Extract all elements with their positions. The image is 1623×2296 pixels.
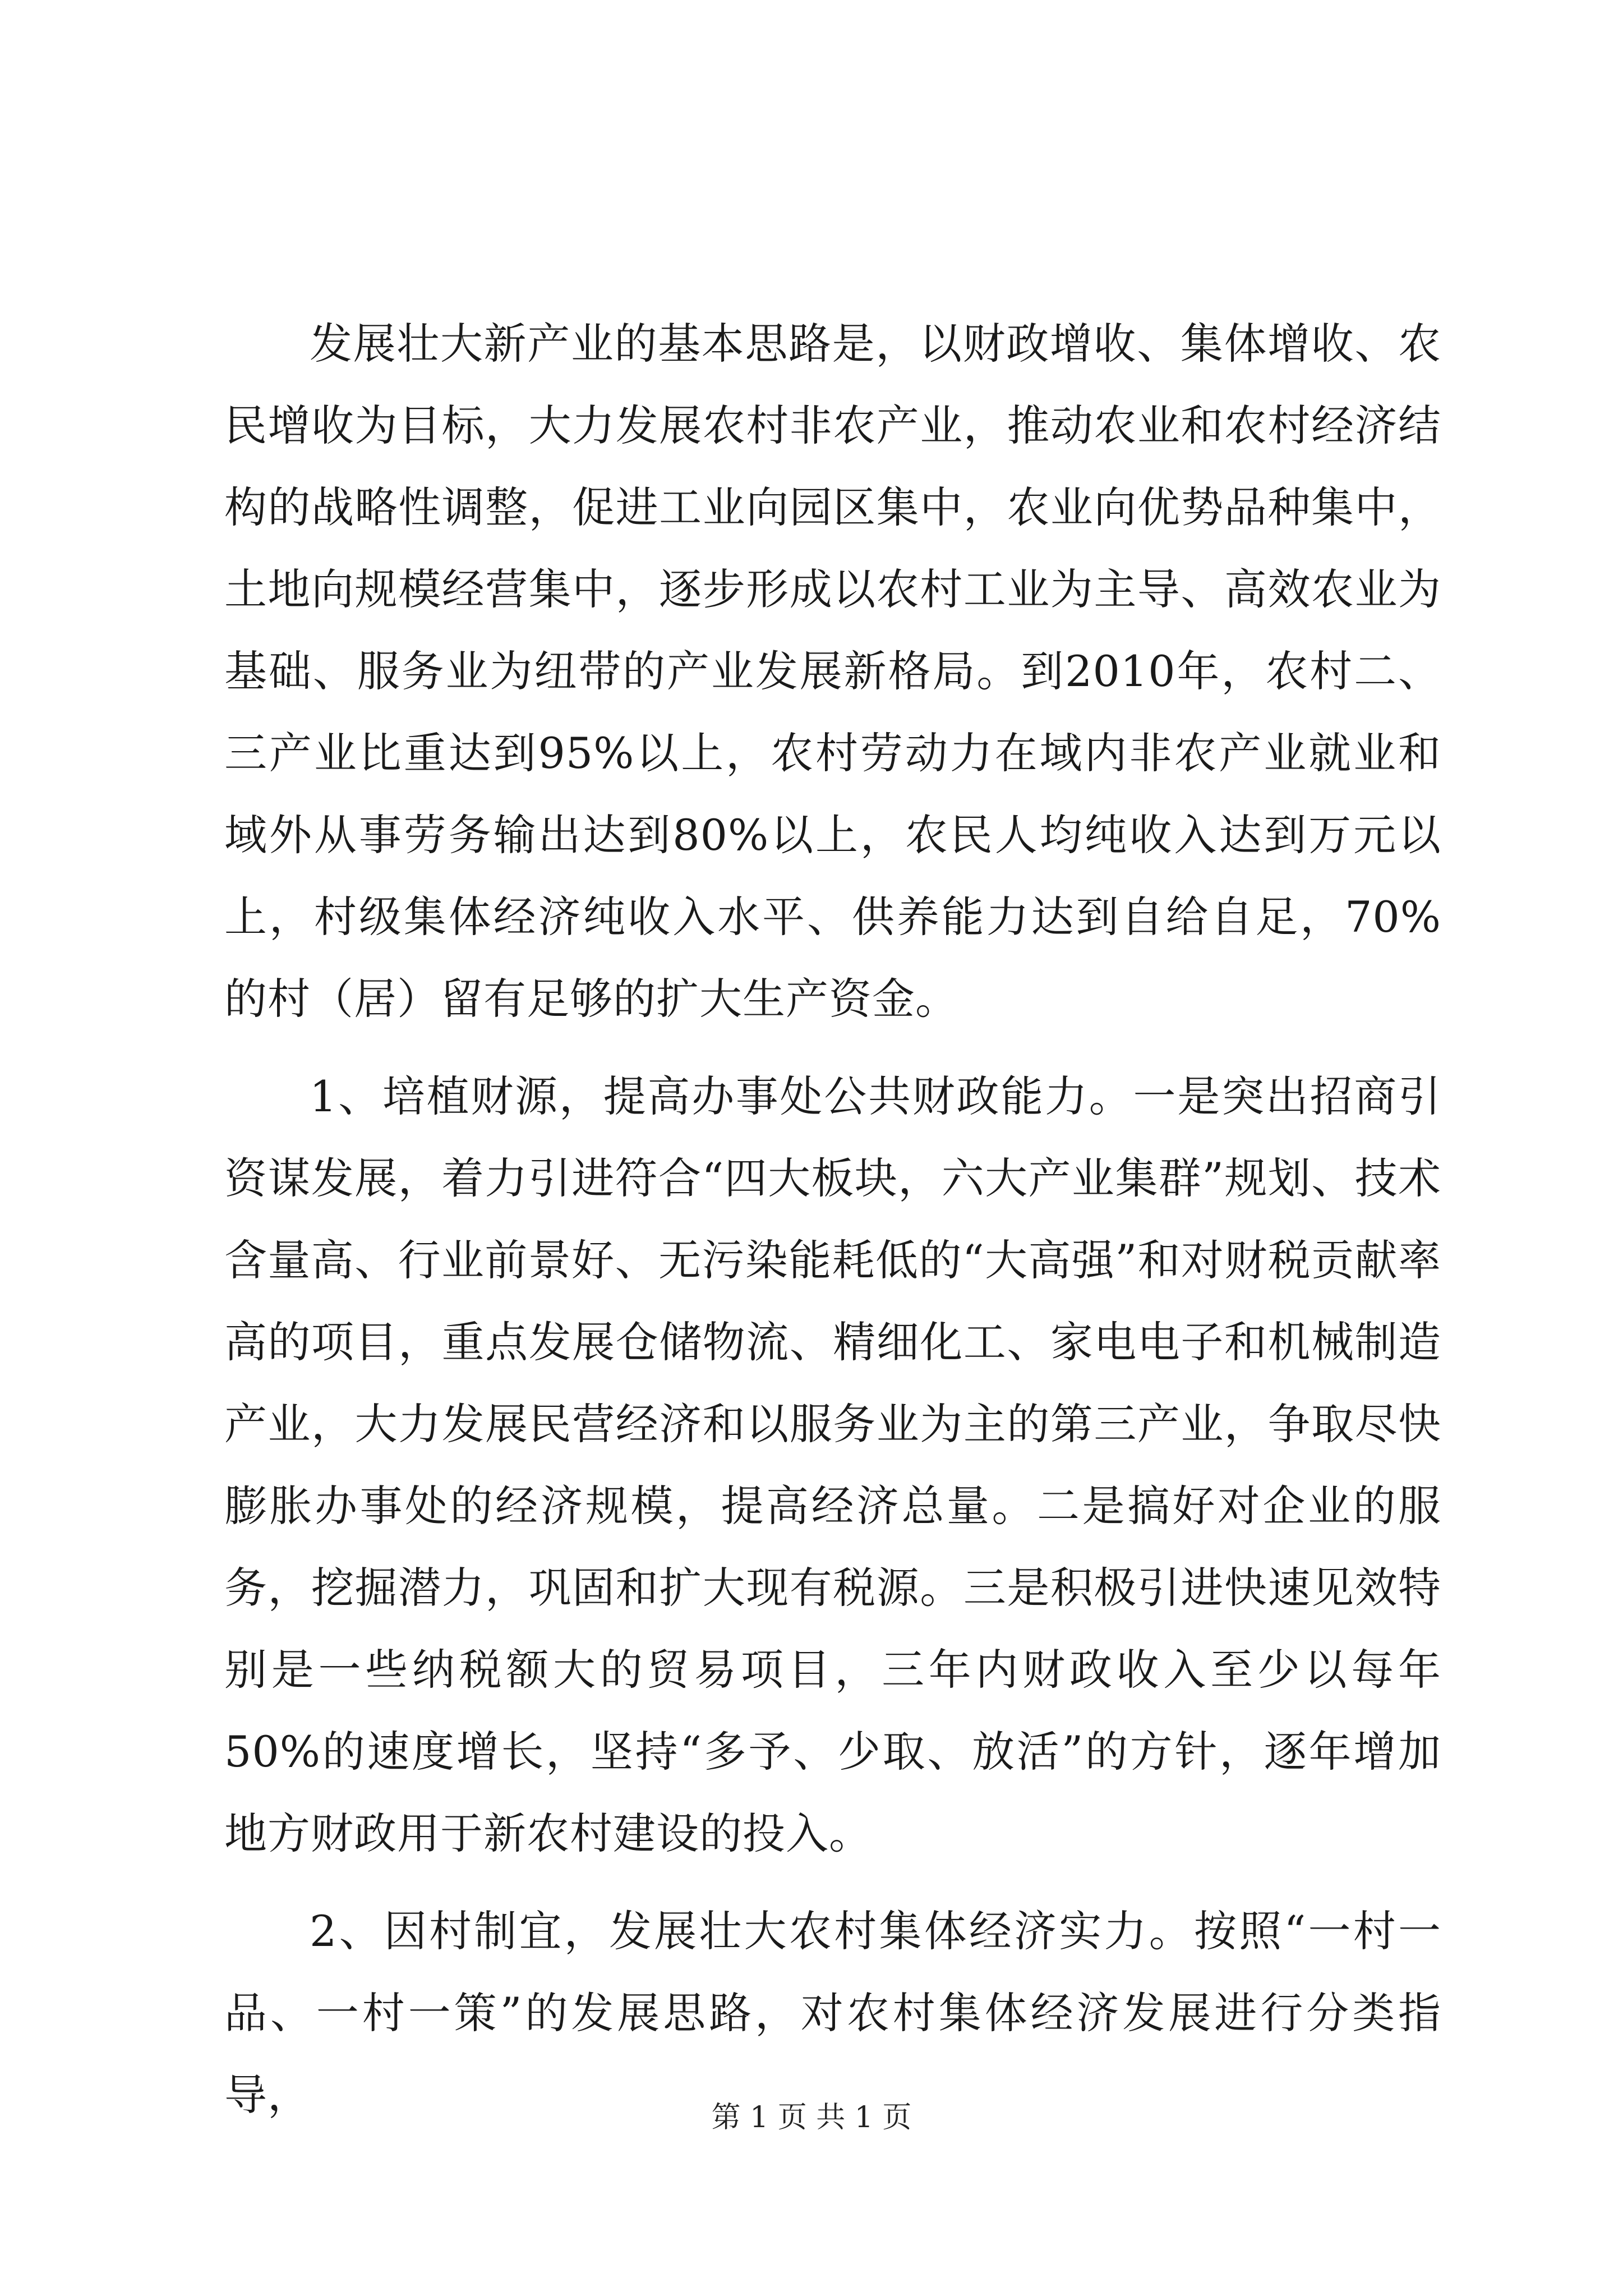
paragraph-collective-economy: 2、因村制宜，发展壮大农村集体经济实力。按照“一村一品、一村一策”的发展思路，对农村集体经济发展进行分类指导， [224, 1906, 1441, 2120]
page-footer: 第 1 页 共 1 页 [711, 2101, 912, 2134]
paragraph-fiscal-capacity: 1、培植财源，提高办事处公共财政能力。一是突出招商引资谋发展，着力引进符合“四大板块，六大产业集群”规划、技术含量高、行业前景好、无污染能耗低的“大高强”和对财税贡献率高的项目，重点发展仓储物流、精细化工、家电电子和机械制造产业，大力发展民营经济和以服务业为主的第三产业，争取尽快膨胀办事处的经济规模，提高经济总量。二是搞好对企业的服务，挖掘潜力，巩固和扩大现有税源。三是积极引进快速见效特别是一些纳税额大的贸易项目，三年内财政收入至少以每年50%的速度增长，坚持“多予、少取、放活”的方针，逐年增加地方财政用于新农村建设的投入。 [224, 1071, 1441, 1858]
document-body [224, 303, 1441, 2136]
paragraph-development-approach: 发展壮大新产业的基本思路是，以财政增收、集体增收、农民增收为目标，大力发展农村非农产业，推动农业和农村经济结构的战略性调整，促进工业向园区集中，农业向优势品种集中，土地向规模经营集中，逐步形成以农村工业为主导、高效农业为基础、服务业为纽带的产业发展新格局。到2010年，农村二、三产业比重达到95%以上，农村劳动力在域内非农产业就业和域外从事劳务输出达到80%以上，农民人均纯收入达到万元以上，村级集体经济纯收入水平、供养能力达到自给自足，70%的村（居）留有足够的扩大生产资金。 [224, 319, 1441, 1024]
